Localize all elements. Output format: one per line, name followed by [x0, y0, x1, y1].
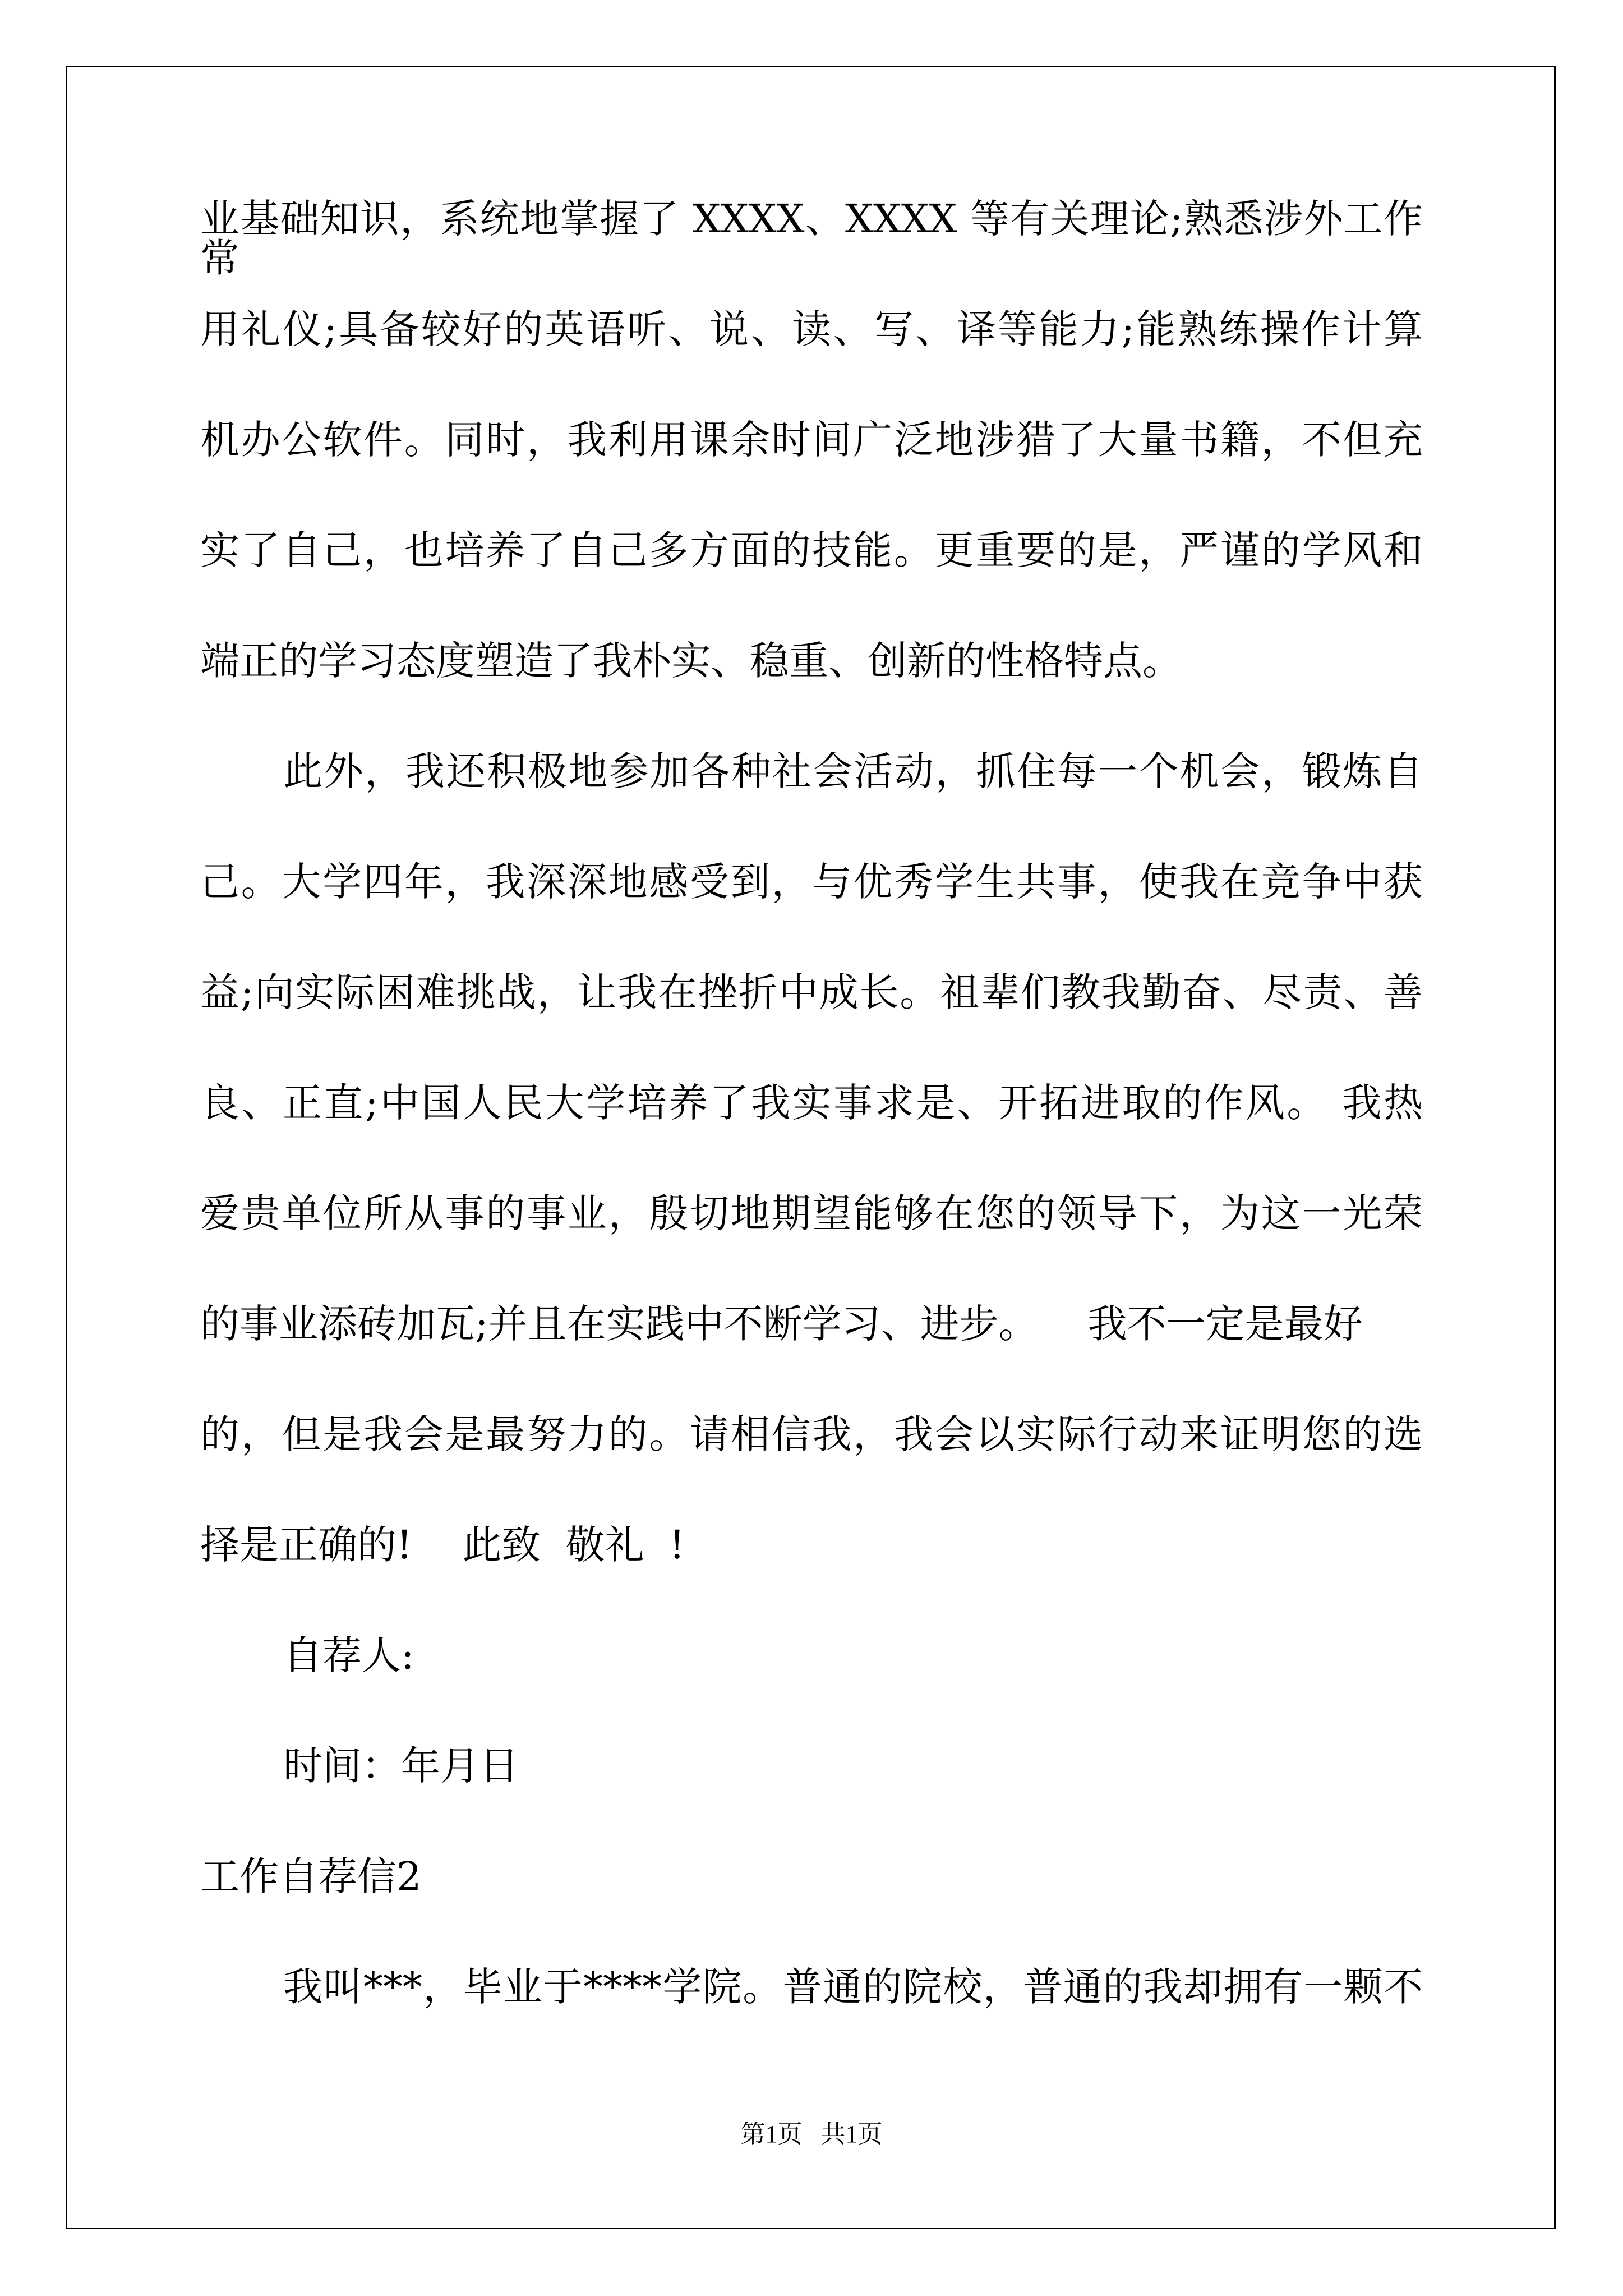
date-label: 时间：年月日	[283, 1743, 519, 1789]
text-line: 用礼仪;具备较好的英语听、说、读、写、译等能力;能熟练操作计算	[200, 306, 1423, 352]
signature-label: 自荐人:	[283, 1632, 414, 1678]
text-line: 爱贵单位所从事的事业，殷切地期望能够在您的领导下，为这一光荣	[200, 1190, 1423, 1236]
text-line: 端正的学习态度塑造了我朴实、稳重、创新的性格特点。	[200, 638, 1182, 684]
document-body	[200, 196, 1423, 2078]
page-footer	[0, 2120, 1623, 2148]
text-line: 机办公软件。同时，我利用课余时间广泛地涉猎了大量书籍，不但充	[200, 417, 1423, 463]
text-line: 益;向实际困难挑战，让我在挫折中成长。祖辈们教我勤奋、尽责、善	[200, 969, 1423, 1015]
text-line: 实了自己，也培养了自己多方面的技能。更重要的是，严谨的学风和	[200, 527, 1423, 573]
text-line: 的事业添砖加瓦;并且在实践中不断学习、进步。 我不一定是最好	[200, 1301, 1363, 1347]
paragraph-start-line: 我叫***，毕业于****学院。普通的院校，普通的我却拥有一颗不	[283, 1964, 1423, 2010]
closing-line: 择是正确的! 此致 敬礼 !	[200, 1522, 685, 1568]
page-number: 第1页 共1页	[740, 2120, 883, 2148]
section-title: 工作自荐信2	[200, 1853, 422, 1899]
text-line: 良、正直;中国人民大学培养了我实事求是、开拓进取的作风。 我热	[200, 1080, 1423, 1126]
text-line: 业基础知识，系统地掌握了 XXXX、XXXX 等有关理论;熟悉涉外工作常	[200, 196, 1423, 281]
text-line: 的，但是我会是最努力的。请相信我，我会以实际行动来证明您的选	[200, 1411, 1423, 1457]
paragraph-start-line: 此外，我还积极地参加各种社会活动，抓住每一个机会，锻炼自	[283, 748, 1423, 794]
text-line: 己。大学四年，我深深地感受到，与优秀学生共事，使我在竞争中获	[200, 859, 1423, 905]
